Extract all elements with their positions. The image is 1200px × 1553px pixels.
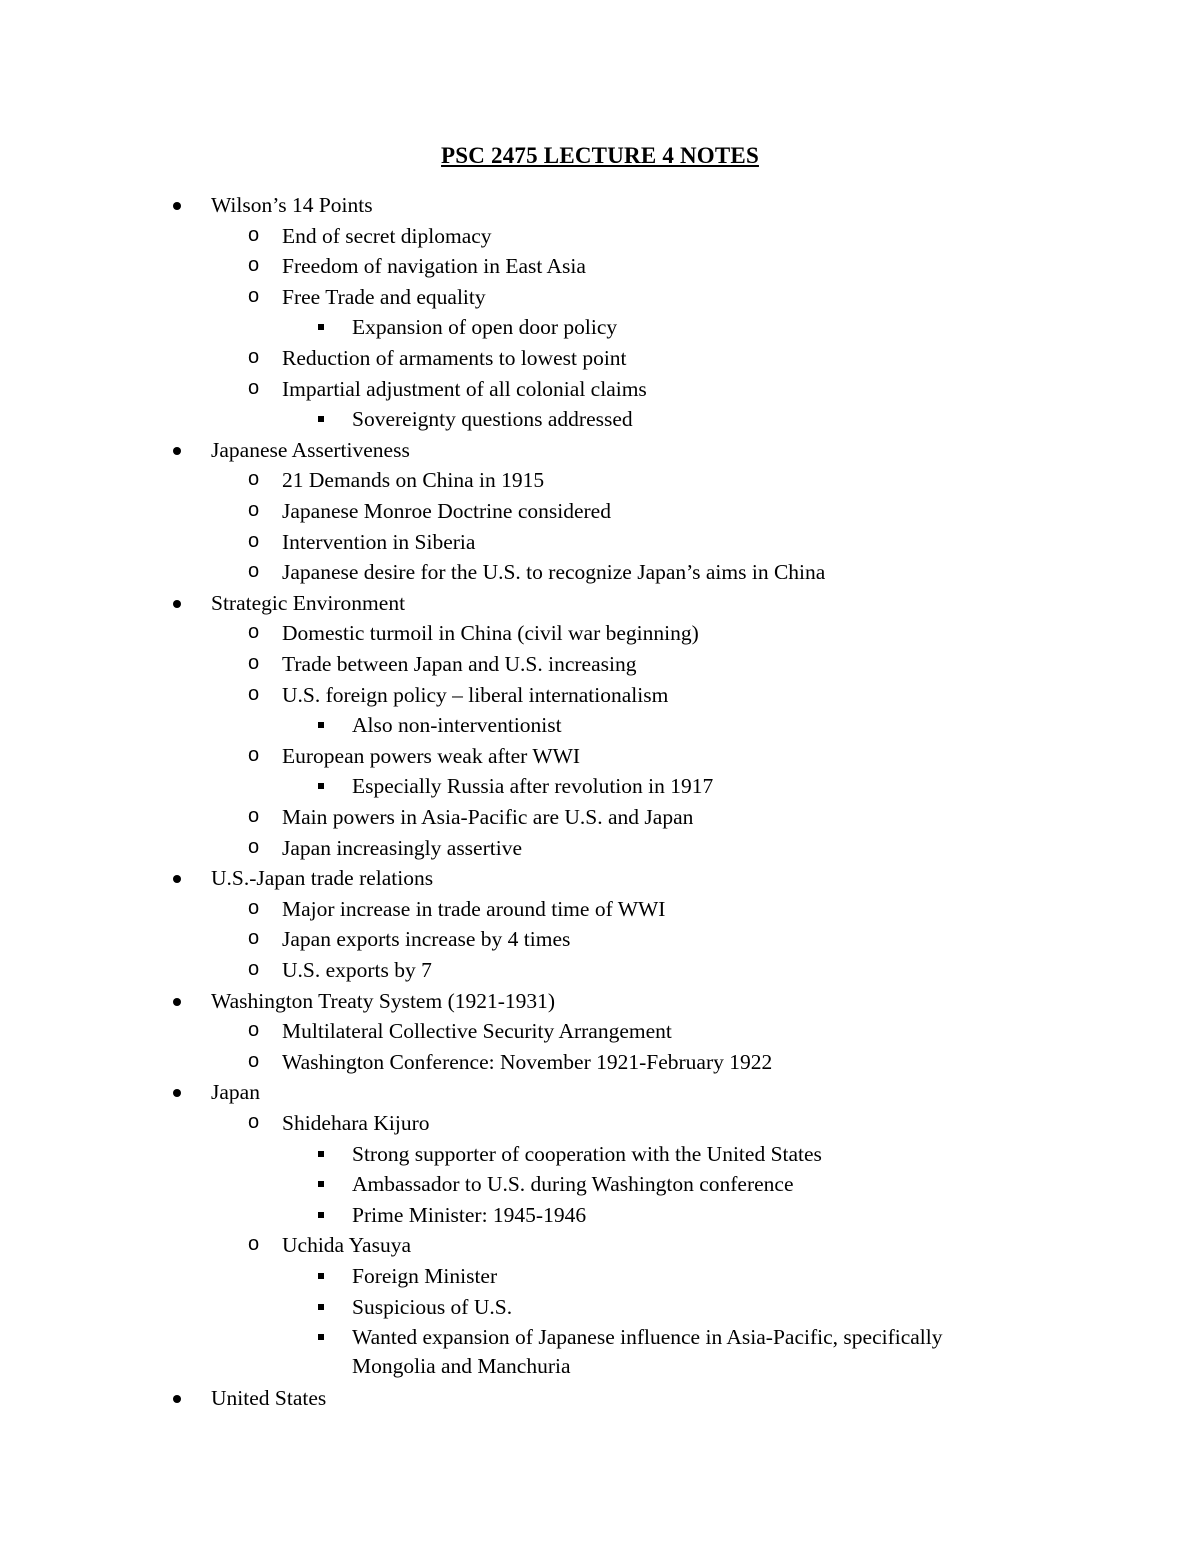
- bullet-item: Washington Treaty System (1921-1931): [211, 988, 556, 1013]
- bullet-disc-icon: [173, 1395, 181, 1403]
- sub-sub-item: Prime Minister: 1945-1946: [352, 1202, 587, 1227]
- bullet-item: Japanese Assertiveness: [211, 437, 410, 462]
- bullet-circle-icon: o: [248, 621, 260, 644]
- bullet-circle-icon: o: [248, 1233, 260, 1256]
- sub-item: Japan increasingly assertive: [282, 835, 522, 860]
- bullet-item: Strategic Environment: [211, 590, 406, 615]
- bullet-disc-icon: [173, 875, 181, 883]
- bullet-disc-icon: [173, 202, 181, 210]
- bullet-circle-icon: o: [248, 652, 260, 674]
- bullet-circle-icon: o: [248, 1111, 260, 1133]
- sub-item: Domestic turmoil in China (civil war beginning): [282, 621, 699, 646]
- bullet-circle-icon: o: [248, 682, 260, 705]
- bullet-circle-icon: o: [248, 835, 260, 858]
- bullet-square-icon: [318, 1273, 324, 1279]
- bullet-circle-icon: o: [248, 376, 260, 399]
- sub-item: Uchida Yasuya: [282, 1233, 411, 1258]
- sub-item: Washington Conference: November 1921-February 1922: [282, 1049, 773, 1074]
- bullet-circle-icon: o: [248, 743, 260, 766]
- bullet-square-icon: [318, 416, 324, 422]
- bullet-square-icon: [318, 1151, 324, 1157]
- sub-item: Trade between Japan and U.S. increasing: [282, 652, 637, 676]
- bullet-circle-icon: o: [248, 896, 260, 919]
- sub-item: Reduction of armaments to lowest point: [282, 346, 627, 370]
- sub-item: Multilateral Collective Security Arrangement: [282, 1019, 672, 1044]
- bullet-disc-icon: [173, 600, 181, 608]
- bullet-square-icon: [318, 1304, 324, 1310]
- sub-item: Japanese Monroe Doctrine considered: [282, 499, 611, 523]
- bullet-square-icon: [318, 783, 324, 789]
- bullet-item: Wilson’s 14 Points: [211, 193, 373, 217]
- sub-sub-item: Strong supporter of cooperation with the United States: [352, 1141, 822, 1166]
- bullet-circle-icon: o: [248, 499, 260, 521]
- bullet-disc-icon: [173, 1089, 181, 1097]
- sub-item: Japan exports increase by 4 times: [282, 927, 571, 952]
- sub-sub-item: Ambassador to U.S. during Washington conference: [352, 1172, 794, 1197]
- sub-sub-item: Expansion of open door policy: [352, 315, 618, 340]
- sub-item: Intervention in Siberia: [282, 529, 476, 554]
- page-title: PSC 2475 LECTURE 4 NOTES: [441, 143, 759, 168]
- bullet-circle-icon: o: [248, 927, 260, 950]
- bullet-circle-icon: o: [248, 346, 260, 368]
- sub-item: Freedom of navigation in East Asia: [282, 254, 586, 279]
- bullet-circle-icon: o: [248, 529, 260, 552]
- sub-sub-item: Also non-interventionist: [352, 713, 562, 738]
- bullet-circle-icon: o: [248, 805, 260, 827]
- sub-item: U.S. foreign policy – liberal internationalism: [282, 682, 669, 707]
- bullet-square-icon: [318, 1212, 324, 1218]
- bullet-circle-icon: o: [248, 284, 260, 307]
- bullet-item: United States: [211, 1386, 327, 1411]
- bullet-circle-icon: o: [248, 1049, 260, 1072]
- sub-sub-item: Foreign Minister: [352, 1264, 498, 1288]
- bullet-circle-icon: o: [248, 223, 260, 246]
- sub-item: Main powers in Asia-Pacific are U.S. and Japan: [282, 805, 694, 829]
- sub-item: Major increase in trade around time of WWI: [282, 896, 666, 921]
- bullet-disc-icon: [173, 998, 181, 1006]
- sub-sub-item: Wanted expansion of Japanese influence in Asia-Pacific, specifically: [352, 1325, 943, 1350]
- sub-item: Japanese desire for the U.S. to recognize Japan’s aims in China: [282, 560, 826, 585]
- sub-sub-item: Especially Russia after revolution in 1917: [352, 774, 714, 799]
- sub-item: U.S. exports by 7: [282, 958, 432, 982]
- bullet-square-icon: [318, 324, 324, 330]
- sub-item: Shidehara Kijuro: [282, 1111, 430, 1135]
- sub-sub-item: Sovereignty questions addressed: [352, 407, 633, 432]
- bullet-item: Japan: [211, 1080, 260, 1105]
- bullet-square-icon: [318, 1181, 324, 1187]
- bullet-circle-icon: o: [248, 468, 260, 491]
- bullet-disc-icon: [173, 447, 181, 455]
- bullet-circle-icon: o: [248, 958, 260, 980]
- bullet-circle-icon: o: [248, 254, 260, 277]
- bullet-circle-icon: o: [248, 560, 260, 583]
- bullet-square-icon: [318, 1334, 324, 1340]
- sub-sub-item: Suspicious of U.S.: [352, 1294, 513, 1319]
- bullet-circle-icon: o: [248, 1019, 260, 1042]
- sub-item: Free Trade and equality: [282, 284, 486, 309]
- sub-item: Impartial adjustment of all colonial claims: [282, 376, 647, 401]
- sub-item: European powers weak after WWI: [282, 743, 581, 768]
- bullet-item: U.S.-Japan trade relations: [211, 866, 434, 891]
- list-item-continuation: Mongolia and Manchuria: [352, 1353, 571, 1378]
- sub-item: 21 Demands on China in 1915: [282, 468, 545, 493]
- bullet-square-icon: [318, 722, 324, 728]
- sub-item: End of secret diplomacy: [282, 223, 492, 248]
